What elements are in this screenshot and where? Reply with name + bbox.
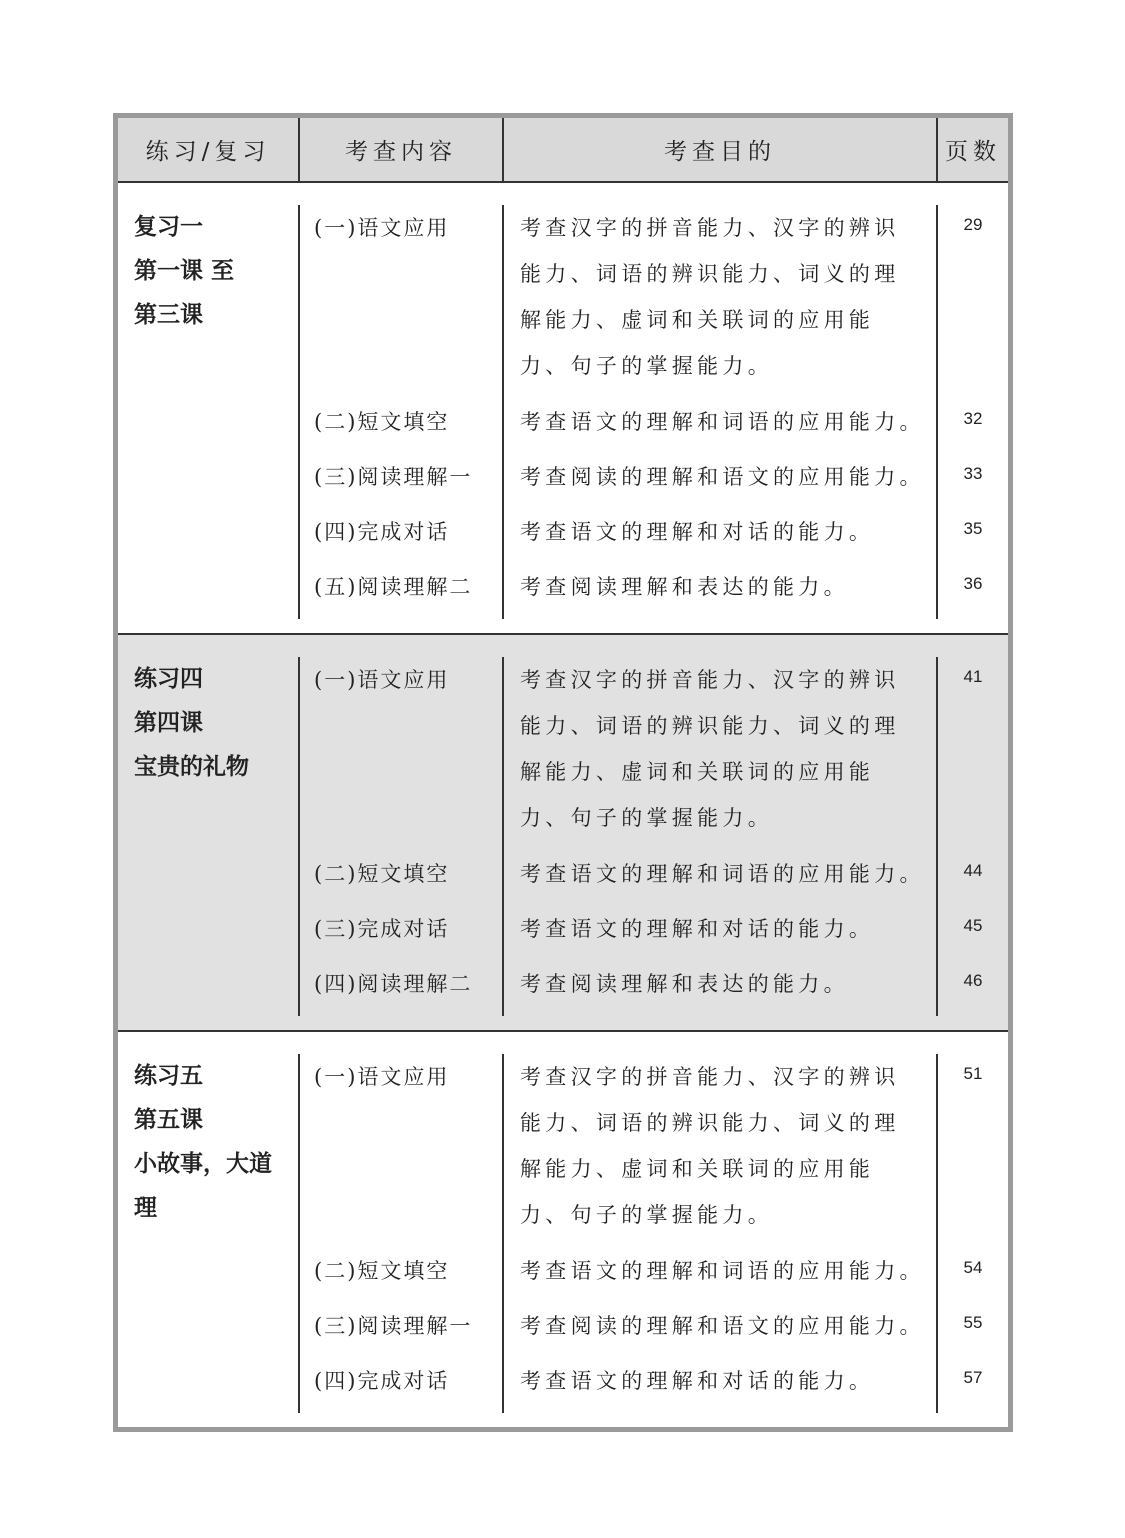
content-text: (一)语文应用 [314, 216, 450, 240]
page-item [938, 1358, 1008, 1413]
content-cell [300, 657, 504, 1016]
exercise-table [113, 113, 1013, 1432]
page-number: 55 [963, 1313, 983, 1332]
purpose-item [504, 509, 936, 564]
page-item [938, 657, 1008, 851]
content-item [300, 657, 502, 851]
purpose-item [504, 564, 936, 619]
purpose-item [504, 1303, 936, 1358]
page-item [938, 851, 1008, 906]
purpose-line: 考查汉字的拼音能力、汉字的辨识 [520, 216, 900, 240]
purpose-line: 解能力、虚词和关联词的应用能 [520, 760, 875, 784]
section-title-line: 小故事，大道 [134, 1151, 272, 1177]
content-text: (二)短文填空 [314, 410, 450, 434]
purpose-cell [504, 657, 938, 1016]
purpose-line: 考查语文的理解和词语的应用能力。 [520, 410, 925, 434]
content-item [300, 454, 502, 509]
content-text: (二)短文填空 [314, 862, 450, 886]
content-cell [300, 205, 504, 619]
content-text: (四)完成对话 [314, 520, 450, 544]
section-title-line: 第三课 [134, 302, 203, 328]
section-title-line: 复习一 [134, 214, 203, 240]
page-item [938, 564, 1008, 619]
section-title-line: 第五课 [134, 1107, 203, 1133]
section-title-line: 第四课 [134, 710, 203, 736]
purpose-line: 解能力、虚词和关联词的应用能 [520, 308, 875, 332]
table-header [118, 118, 1008, 181]
page-cell [938, 1054, 1008, 1413]
content-text: (一)语文应用 [314, 1065, 450, 1089]
header-page: 页数 [945, 139, 1001, 165]
purpose-line: 考查阅读的理解和语文的应用能力。 [520, 1314, 925, 1338]
content-item [300, 1248, 502, 1303]
purpose-line: 力、句子的掌握能力。 [520, 354, 773, 378]
table-section [118, 633, 1008, 1030]
page-item [938, 509, 1008, 564]
page-cell [938, 205, 1008, 619]
section-title-line: 第一课 至 [134, 258, 235, 284]
page-number: 41 [963, 667, 983, 686]
section-title-cell [118, 1054, 300, 1413]
page-item [938, 454, 1008, 509]
section-title-cell [118, 657, 300, 1016]
page-number: 33 [963, 464, 983, 483]
page-number: 46 [963, 971, 983, 990]
content-cell [300, 1054, 504, 1413]
purpose-item [504, 851, 936, 906]
section-title-line: 宝贵的礼物 [134, 754, 249, 780]
header-purpose: 考查目的 [504, 118, 938, 181]
purpose-item [504, 1358, 936, 1413]
content-text: (三)阅读理解一 [314, 465, 473, 489]
content-item [300, 509, 502, 564]
content-item [300, 961, 502, 1016]
content-item [300, 1054, 502, 1248]
page-cell [938, 657, 1008, 1016]
purpose-line: 能力、词语的辨识能力、词义的理 [520, 262, 900, 286]
section-title-cell [118, 205, 300, 619]
content-text: (四)完成对话 [314, 1369, 450, 1393]
purpose-item [504, 961, 936, 1016]
purpose-line: 考查语文的理解和词语的应用能力。 [520, 1259, 925, 1283]
header-content: 考查内容 [300, 118, 504, 181]
page-item [938, 1248, 1008, 1303]
page-item [938, 205, 1008, 399]
page-number: 44 [963, 861, 983, 880]
page-item [938, 961, 1008, 1016]
purpose-line: 力、句子的掌握能力。 [520, 1203, 773, 1227]
purpose-line: 力、句子的掌握能力。 [520, 806, 773, 830]
content-item [300, 564, 502, 619]
page-number: 29 [963, 215, 983, 234]
purpose-item [504, 205, 936, 399]
content-item [300, 1358, 502, 1413]
content-text: (二)短文填空 [314, 1259, 450, 1283]
content-item [300, 1303, 502, 1358]
purpose-item [504, 1054, 936, 1248]
page-item [938, 1303, 1008, 1358]
purpose-line: 考查语文的理解和对话的能力。 [520, 520, 875, 544]
content-text: (五)阅读理解二 [314, 575, 473, 599]
page-number: 36 [963, 574, 983, 593]
purpose-line: 能力、词语的辨识能力、词义的理 [520, 714, 900, 738]
purpose-line: 考查语文的理解和对话的能力。 [520, 1369, 875, 1393]
page-number: 57 [963, 1368, 983, 1387]
page-item [938, 399, 1008, 454]
purpose-item [504, 399, 936, 454]
page-number: 51 [963, 1064, 983, 1083]
page-number: 54 [963, 1258, 983, 1277]
page-number: 35 [963, 519, 983, 538]
table-section [118, 1030, 1008, 1427]
content-text: (一)语文应用 [314, 668, 450, 692]
content-text: (四)阅读理解二 [314, 972, 473, 996]
section-title-line: 练习五 [134, 1063, 203, 1089]
content-text: (三)阅读理解一 [314, 1314, 473, 1338]
content-item [300, 851, 502, 906]
purpose-cell [504, 205, 938, 619]
purpose-item [504, 657, 936, 851]
page-number: 45 [963, 916, 983, 935]
purpose-item [504, 906, 936, 961]
page-item [938, 1054, 1008, 1248]
content-item [300, 906, 502, 961]
header-exercise: 练习/复习 [118, 118, 300, 181]
purpose-line: 考查阅读理解和表达的能力。 [520, 575, 849, 599]
purpose-line: 能力、词语的辨识能力、词义的理 [520, 1111, 900, 1135]
content-item [300, 205, 502, 399]
purpose-item [504, 1248, 936, 1303]
purpose-line: 考查阅读理解和表达的能力。 [520, 972, 849, 996]
content-text: (三)完成对话 [314, 917, 450, 941]
content-item [300, 399, 502, 454]
purpose-line: 考查语文的理解和词语的应用能力。 [520, 862, 925, 886]
section-title-line: 练习四 [134, 666, 203, 692]
page-number: 32 [963, 409, 983, 428]
table-section [118, 181, 1008, 633]
purpose-line: 考查阅读的理解和语文的应用能力。 [520, 465, 925, 489]
purpose-cell [504, 1054, 938, 1413]
purpose-line: 考查语文的理解和对话的能力。 [520, 917, 875, 941]
purpose-item [504, 454, 936, 509]
purpose-line: 考查汉字的拼音能力、汉字的辨识 [520, 668, 900, 692]
section-title-line: 理 [134, 1195, 157, 1221]
purpose-line: 考查汉字的拼音能力、汉字的辨识 [520, 1065, 900, 1089]
purpose-line: 解能力、虚词和关联词的应用能 [520, 1157, 875, 1181]
page-item [938, 906, 1008, 961]
